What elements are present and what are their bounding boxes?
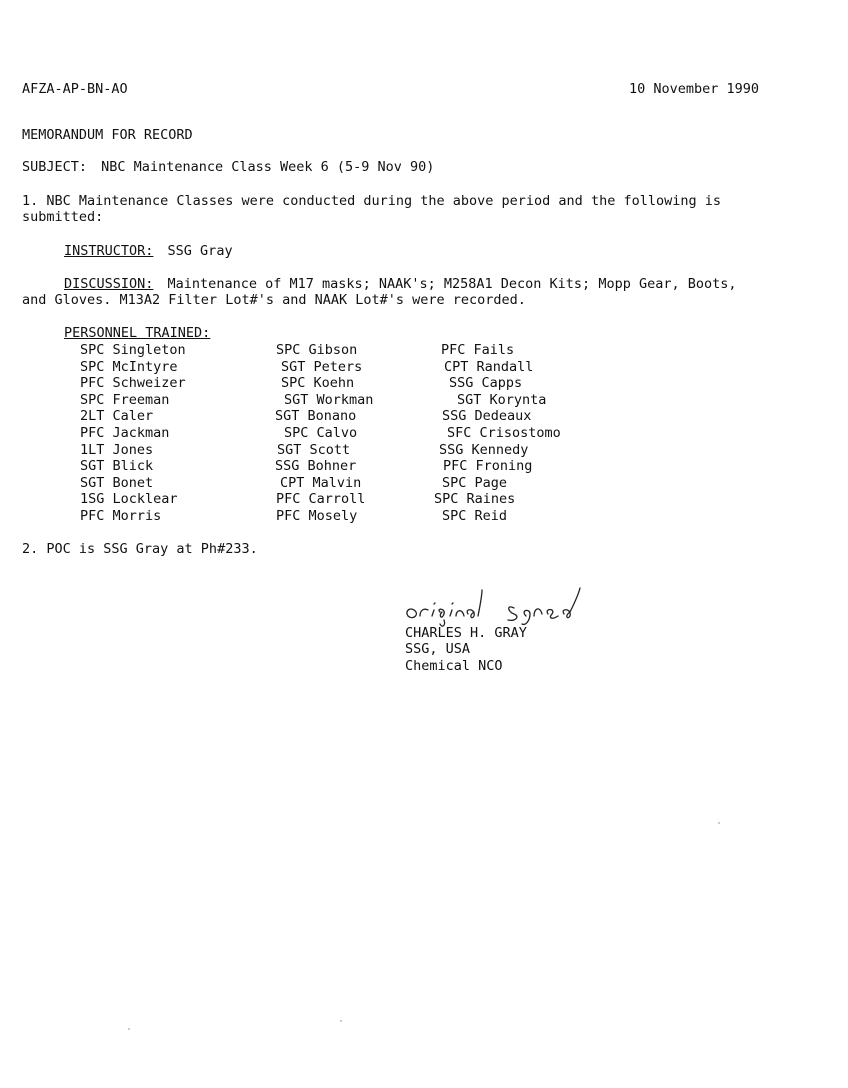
personnel-entry: SPC Freeman	[80, 391, 170, 408]
instructor-label: INSTRUCTOR:	[64, 243, 154, 259]
subject-text: NBC Maintenance Class Week 6 (5-9 Nov 90)	[101, 159, 435, 175]
scan-speck	[718, 822, 720, 824]
personnel-entry: SSG Dedeaux	[442, 408, 532, 425]
personnel-column-1	[80, 342, 186, 525]
personnel-entry: SGT Scott	[277, 441, 351, 458]
personnel-column-3	[434, 342, 561, 525]
discussion-line-1	[64, 276, 737, 292]
personnel-entry: SPC Calvo	[284, 424, 358, 441]
personnel-entry: SPC Page	[442, 474, 508, 491]
personnel-entry: SSG Capps	[449, 375, 523, 392]
instructor-value: SSG Gray	[167, 243, 233, 259]
personnel-entry: PFC Froning	[443, 458, 533, 475]
personnel-entry: PFC Carroll	[276, 491, 366, 508]
handwritten-signature	[402, 586, 592, 630]
paragraph-1-line-1: 1. NBC Maintenance Classes were conducted during the above period and the following is	[22, 193, 721, 209]
subject-label: SUBJECT:	[22, 159, 88, 175]
personnel-entry: SPC Gibson	[276, 342, 358, 358]
discussion-label: DISCUSSION:	[64, 276, 154, 292]
personnel-entry: CPT Malvin	[280, 474, 362, 491]
personnel-entry: PFC Mosely	[276, 507, 358, 524]
personnel-entry: SGT Bonet	[80, 474, 154, 491]
memo-date: 10 November 1990	[629, 81, 760, 97]
discussion-line-2: and Gloves. M13A2 Filter Lot#'s and NAAK Lot#'s were recorded.	[22, 292, 526, 308]
personnel-entry: SGT Korynta	[457, 391, 547, 408]
personnel-entry: 2LT Caler	[80, 408, 154, 425]
memo-title: MEMORANDUM FOR RECORD	[22, 127, 193, 143]
paragraph-2: 2. POC is SSG Gray at Ph#233.	[22, 541, 258, 557]
personnel-entry: 1SG Locklear	[80, 491, 178, 508]
paragraph-1-line-2: submitted:	[22, 209, 104, 225]
instructor-line	[64, 243, 233, 259]
personnel-entry: SFC Crisostomo	[447, 424, 561, 441]
personnel-entry: SPC Koehn	[281, 375, 355, 392]
signer-rank: SSG, USA	[405, 641, 471, 657]
discussion-text: Maintenance of M17 masks; NAAK's; M258A1 Decon Kits; Mopp Gear, Boots,	[167, 276, 737, 292]
personnel-entry: SSG Bohner	[275, 458, 357, 475]
personnel-entry: SGT Bonano	[275, 408, 357, 425]
personnel-entry: CPT Randall	[444, 358, 534, 375]
scan-speck	[128, 1028, 130, 1030]
signer-position: Chemical NCO	[405, 658, 503, 674]
personnel-entry: SSG Kennedy	[439, 441, 529, 458]
scan-speck	[340, 1020, 342, 1022]
personnel-entry: SPC Singleton	[80, 342, 186, 358]
personnel-entry: PFC Morris	[80, 507, 162, 524]
personnel-entry: PFC Fails	[441, 342, 515, 358]
personnel-entry: PFC Jackman	[80, 424, 170, 441]
personnel-entry: SGT Workman	[284, 391, 374, 408]
personnel-entry: PFC Schweizer	[80, 375, 186, 392]
personnel-entry: SPC Raines	[434, 491, 516, 508]
personnel-label: PERSONNEL TRAINED:	[64, 325, 211, 341]
personnel-entry: SPC McIntyre	[80, 358, 178, 375]
personnel-entry: SGT Blick	[80, 458, 154, 475]
personnel-entry: 1LT Jones	[80, 441, 154, 458]
signer-name: CHARLES H. GRAY	[405, 625, 527, 641]
subject-line	[22, 159, 434, 175]
office-symbol: AFZA-AP-BN-AO	[22, 81, 128, 97]
personnel-column-2	[276, 342, 373, 525]
personnel-entry: SGT Peters	[281, 358, 363, 375]
personnel-entry: SPC Reid	[442, 507, 508, 524]
